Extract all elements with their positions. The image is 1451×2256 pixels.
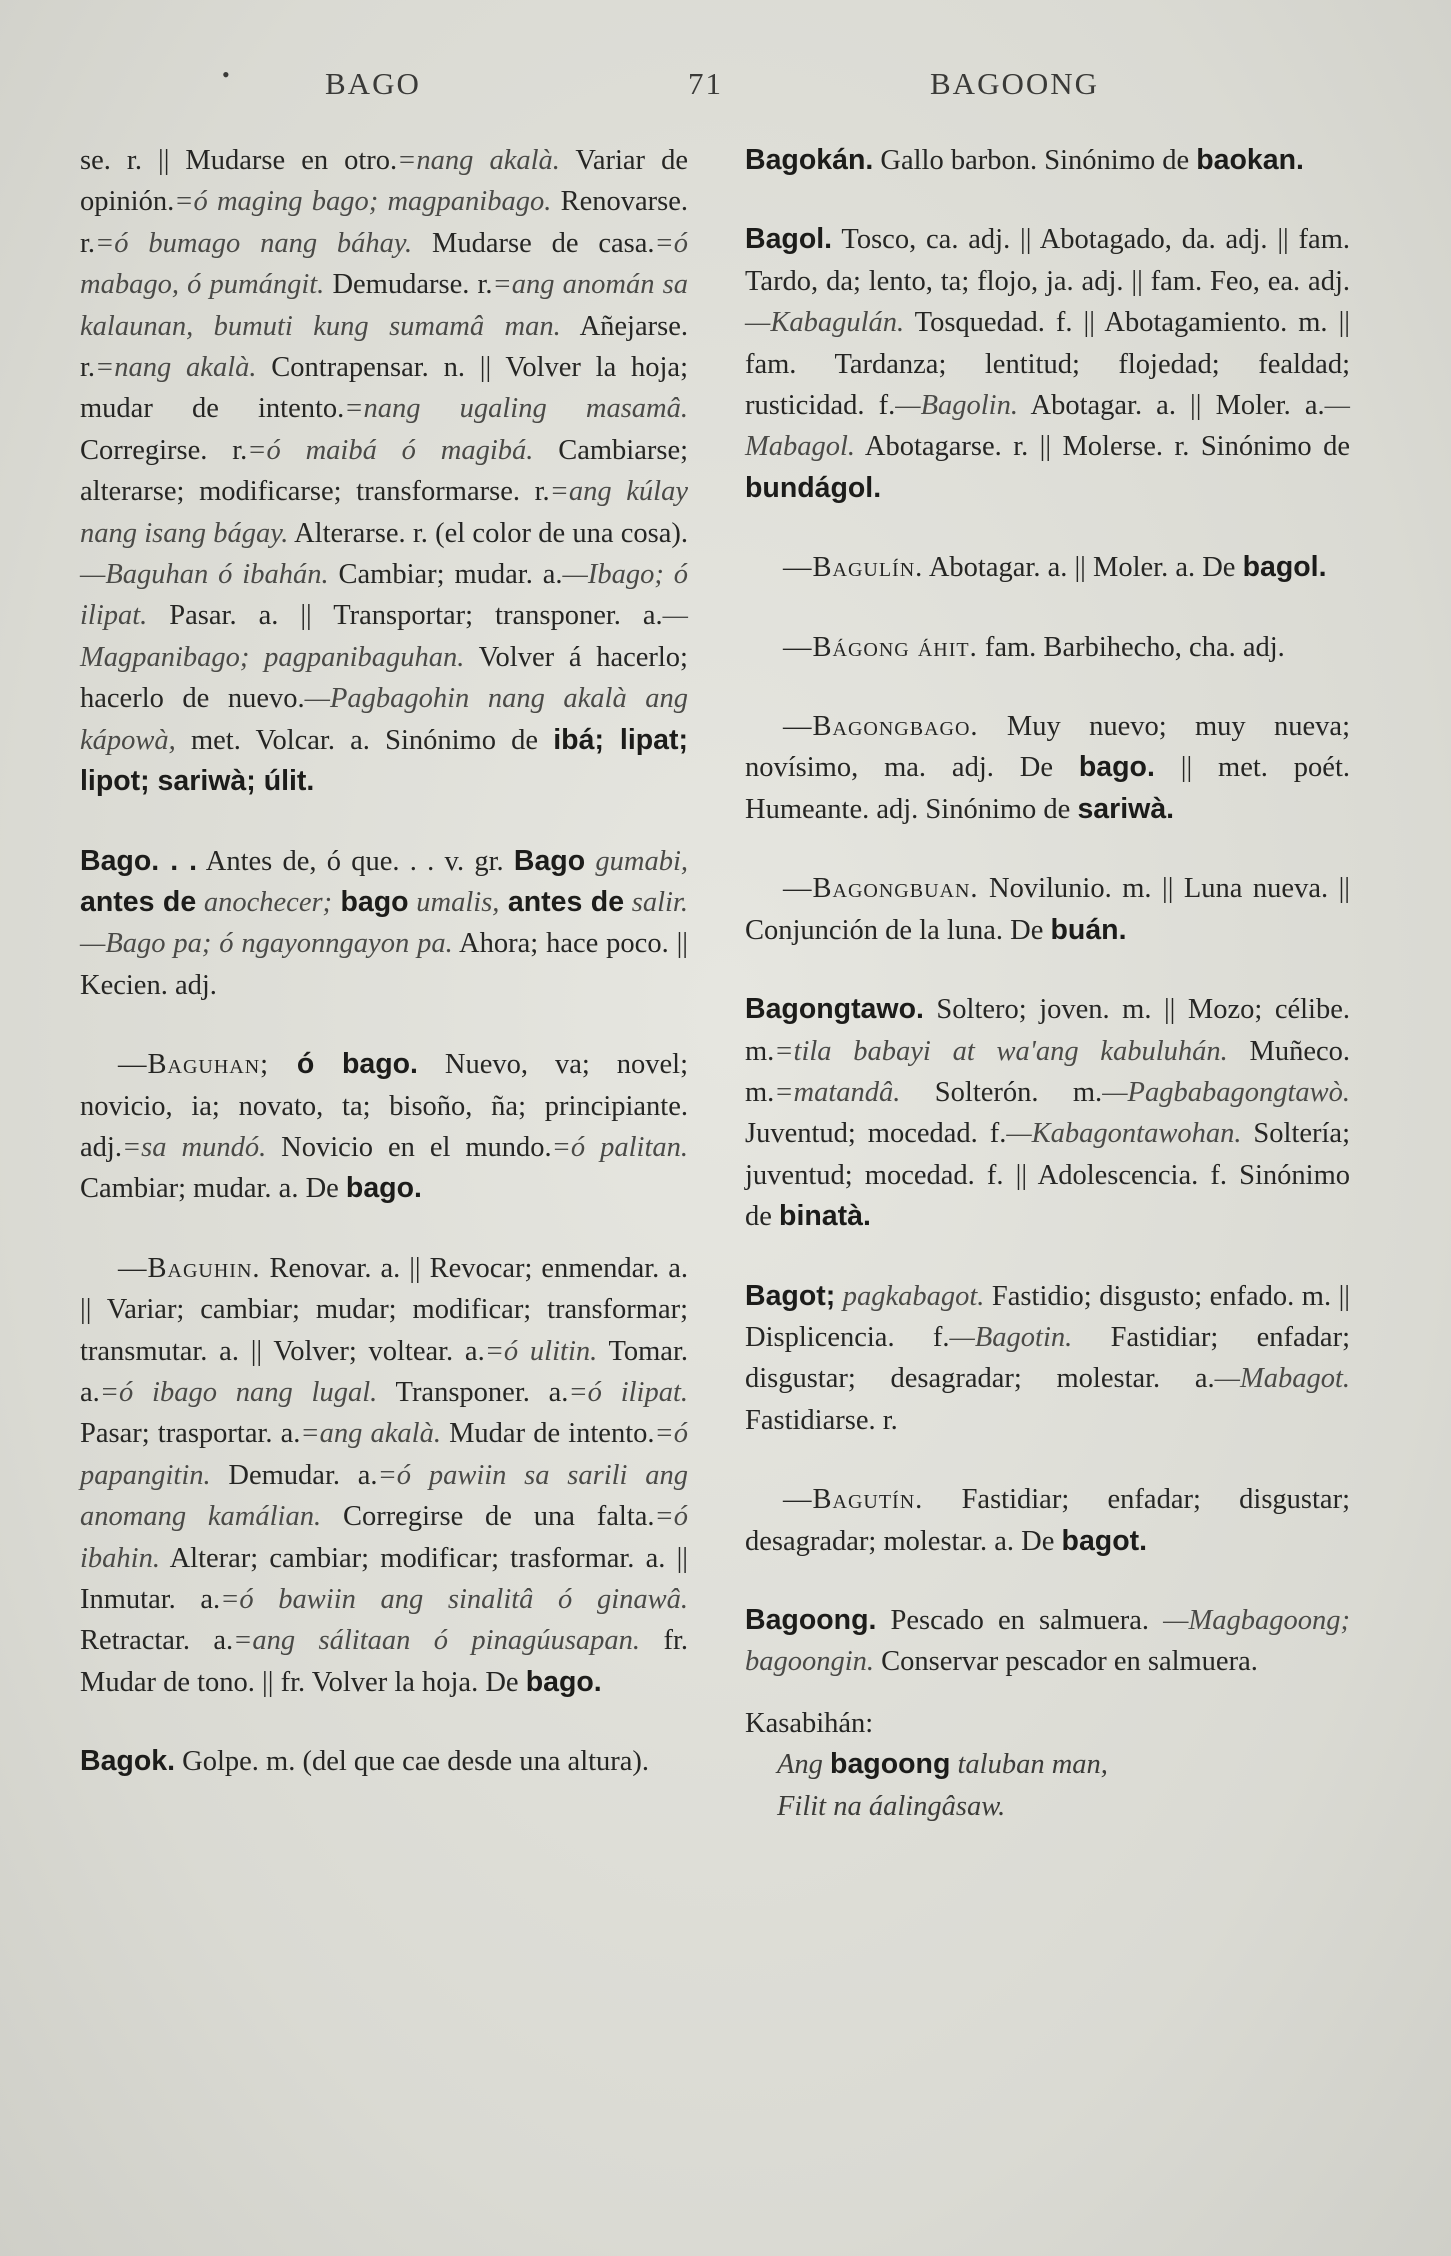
tagalog-example: =ó ibago nang lugal. [99,1376,378,1408]
definition-text: Corregirse. r. [80,434,248,466]
tagalog-example: =nang akalà. [397,145,560,176]
definition-text: Corregirse de una falta. [321,1501,655,1533]
definition-text: Mudarse de casa. [412,227,655,259]
tagalog-example: =ó ilipat. [568,1376,689,1408]
entry-bagongtawo [745,989,1350,1237]
cross-reference: ó bago. [269,1048,418,1081]
entry-baguhin [80,1248,688,1703]
entry-bagongbago [745,706,1350,830]
synonym-list: ibá; lipat; lipot; sariwà; úlit. [80,723,688,798]
definition-text: Añejarse. r. [80,310,688,384]
tagalog-example: —Pagbagohin nang akalà ang kápowà, [80,683,688,756]
tagalog-example: —Ibago; ó ilipat. [80,559,688,632]
tagalog-example: =nang akalà. [95,352,257,384]
entry-bagot [745,1276,1350,1442]
cross-reference: bago [332,885,409,918]
tagalog-example: =matandâ. [774,1076,901,1108]
entry-bagong-ahit [745,627,1350,668]
definition-text: Soltero; joven. m. || Mozo; célibe. m. [745,994,1350,1067]
definition-text: Fastidiar; enfadar; disgustar; desagradar; molestar. a. [745,1321,1350,1395]
tagalog-example: —Magpanibago; pagpanibaguhan. [80,600,688,673]
cross-reference: buán. [1050,913,1127,946]
cross-reference: binatà. [779,1200,871,1233]
subheadword: —Baguhan; [118,1049,270,1081]
tagalog-example: anochecer; [196,886,333,918]
cross-reference: bagoong [830,1748,951,1781]
cross-reference: bago. [1078,751,1155,784]
entry-bagokan [745,140,1350,181]
tagalog-example: —Mabagol. [745,390,1350,463]
proverb-label: Kasabihán: [745,1707,874,1739]
tagalog-example: =ó ulitin. [484,1335,598,1367]
cross-reference: bagol. [1242,551,1327,584]
tagalog-example: —Mabagot. [1214,1363,1350,1395]
tagalog-example: —Kabagontawohan. [1006,1118,1242,1150]
headword: Bagokán. [745,144,874,176]
definition-text: Cambiar; mudar. a. [328,559,563,591]
tagalog-example: =sa mundó. [121,1131,267,1163]
headword: Bagok. [80,1745,176,1778]
definition-text: Variar de opinión. [80,145,688,218]
tagalog-example: =ó mabago, ó pumángit. [80,227,688,301]
tagalog-example: =ó palitan. [551,1131,688,1163]
definition-text: Pasar; trasportar. a. [80,1418,301,1450]
definition-text: Contrapensar. n. || Volver la hoja; mudar de intento. [80,352,688,425]
definition-text: Golpe. m. (del que cae desde una altura). [175,1746,650,1778]
definition-text: Alterarse. r. (el color de una cosa). [288,517,688,549]
definition-text: Fastidiarse. r. [745,1404,898,1436]
definition-text: fam. Barbihecho, cha. adj. [977,631,1285,663]
running-head [0,62,1451,116]
definition-text: Conservar pescador en salmuera. [874,1646,1258,1678]
definition-text: Muñeco. m. [745,1035,1350,1108]
entry-bagutin [745,1479,1350,1562]
entry-bagulin [745,547,1350,588]
proverb-line-2: Filit na áalingâsaw. [777,1790,1006,1822]
definition-text: Soltería; juventud; mocedad. f. || Adolescencia. f. Sinónimo de [745,1118,1350,1233]
cross-reference: antes de [499,885,625,918]
definition-text: Muy nuevo; muy nueva; novísimo, ma. adj. De [745,711,1350,784]
definition-text: Solterón. m. [900,1076,1103,1108]
page-number: 71 [688,66,723,101]
cross-reference: bago. [345,1172,422,1205]
tagalog-example: =nang ugaling masamâ. [344,393,688,425]
tagalog-example: umalis, [408,886,500,918]
definition-text: Pasar. a. || Transportar; transponer. a. [147,600,663,632]
definition-text: Retractar. a. [80,1625,234,1657]
definition-text: Juventud; mocedad. f. [745,1118,1007,1150]
header-right-guide-word: BAGOONG [930,66,1099,101]
entry-bagongbuan [745,868,1350,951]
proverb-block [745,1703,1350,1827]
definition-text: Demudarse. r. [324,269,493,301]
definition-text: || met. poét. Humeante. adj. Sinónimo de [745,752,1350,825]
headword: Bagoong. [745,1603,877,1636]
definition-text: Alterar; cambiar; modificar; trasformar. a. || Inmutar. a. [80,1542,688,1615]
definition-text: Abotagarse. r. || Molerse. r. Sinónimo de [855,431,1350,463]
entry-bago-continued [80,140,688,803]
definition-text: Novicio en el mundo. [266,1131,552,1163]
proverb-line-1 [745,1744,1350,1785]
tagalog-example: —Kabagulán. [745,307,905,339]
definition-text: Tosquedad. f. || Abotagamiento. m. || fam. Tardanza; lentitud; flojedad; fealdad; rusticidad. f. [745,307,1350,422]
tagalog-example: —Magbagoong; bagoongin. [745,1604,1350,1678]
entry-bago-antes [80,841,688,1007]
definition-text: Ang [777,1749,831,1781]
entry-bagoong [745,1600,1350,1683]
definition-text: Abotagar. a. || Moler. a. [1017,390,1325,422]
definition-text: Abotagar. a. || Moler. a. De [923,552,1243,584]
tagalog-example: =ó maibá ó magibá. [247,434,534,466]
definition-text: met. Volcar. a. Sinónimo de [175,724,554,756]
cross-reference: bagot. [1061,1524,1148,1557]
headword: Bagol. [745,223,833,256]
right-column [745,140,1350,1827]
tagalog-example: =ó ibahin. [80,1501,688,1574]
tagalog-example: =ó bawiin ang sinalitâ ó ginawâ. [220,1584,688,1615]
tagalog-example: =ang kúlay nang isang bágay. [80,476,689,549]
definition-text: Transponer. a. [377,1376,569,1408]
cross-reference: bago. [525,1665,602,1698]
entry-baguhan [80,1044,688,1210]
ink-speck: • [222,62,232,87]
subheadword: —Bagutín. [783,1484,924,1516]
definition-text: Pescado en salmuera. [876,1604,1150,1636]
definition-text: Antes de, ó que. . . v. gr. [197,845,514,877]
headword: Bago. . . [80,844,198,877]
left-column [80,140,688,1821]
definition-text: Cambiar; mudar. a. De [80,1173,346,1205]
definition-text: Mudar de intento. [440,1418,655,1450]
definition-text: Tomar. a. [80,1335,688,1408]
tagalog-example: —Baguhan ó ibahán. [80,559,329,591]
subheadword: —Bágong áhit. [783,631,978,663]
cross-reference: baokan. [1196,144,1304,176]
tagalog-example: —Bagotin. [949,1321,1073,1353]
definition-text: Tosco, ca. adj. || Abotagado, da. adj. || fam. Tardo, da; lento, ta; flojo, ja. adj. || fam. Feo, ea. adj. [745,224,1350,297]
definition-text: se. r. || Mudarse en otro. [80,145,398,176]
definition-text: Cambiarse; alterarse; modificarse; transformarse. r. [80,434,689,508]
tagalog-example: =ó maging bago; magpanibago. [174,186,552,218]
headword: Bagot; [745,1279,836,1312]
definition-text: Renovarse. r. [80,186,688,259]
definition-text: fr. Mudar de tono. || fr. Volver la hoja. De [80,1625,688,1698]
definition-text: Fastidiar; enfadar; disgustar; desagradar; molestar. a. De [745,1484,1350,1557]
tagalog-example: salir. [624,886,688,918]
definition-text: taluban man, [950,1749,1108,1781]
headword: Bagongtawo. [745,993,924,1026]
tagalog-example: —Bagolin. [895,390,1018,422]
definition-text: Fastidio; disgusto; enfado. m. || Displicencia. f. [745,1280,1350,1353]
definition-text: Novilunio. m. || Luna nueva. || Conjunción de la luna. De [745,873,1350,946]
tagalog-example: =ang sálitaan ó pinagúusapan. [233,1625,641,1657]
tagalog-example: pagkabagot. [835,1280,985,1312]
definition-text: Demudar. a. [210,1459,378,1491]
tagalog-example: =ang akalà. [300,1418,441,1450]
tagalog-example: =tila babayi at wa'ang kabuluhán. [774,1035,1228,1067]
tagalog-example: =ó papangitin. [80,1418,688,1491]
subheadword: —Bagulín. [783,552,924,584]
tagalog-example: —Pagbabagongtawò. [1102,1076,1350,1108]
cross-reference: Bago [513,844,586,877]
entry-bagol [745,219,1350,509]
header-left-guide-word: BAGO [325,66,421,101]
tagalog-example: =ang anomán sa kalaunan, bumuti kung sumamâ man. [80,269,688,342]
tagalog-example: =ó bumago nang báhay. [95,227,413,259]
entry-bagok [80,1741,688,1782]
subheadword: —Baguhin. [118,1252,261,1284]
tagalog-example: =ó pawiin sa sarili ang anomang kamálian. [80,1459,689,1533]
definition-text: Nuevo, va; novel; novicio, ia; novato, ta; bisoño, ña; principiante. adj. [80,1049,688,1163]
cross-reference: bundágol. [745,471,882,504]
subheadword: —Bagongbuan. [783,873,979,905]
definition-text: Renovar. a. || Revocar; enmendar. a. || Variar; cambiar; mudar; modificar; transformar; transmutar. a. || Volver; voltear. a. [80,1252,688,1367]
definition-text: Ahora; hace poco. || Kecien. adj. [80,928,688,1001]
subheadword: —Bagongbago. [783,711,979,743]
cross-reference: sariwà. [1077,792,1175,825]
tagalog-example: —Bago pa; ó ngayonngayon pa. [80,928,453,960]
cross-reference: antes de [80,885,197,918]
definition-text: Gallo barbon. Sinónimo de [873,145,1197,176]
definition-text: Volver á hacerlo; hacerlo de nuevo. [80,641,688,715]
tagalog-example: gumabi, [585,845,688,877]
